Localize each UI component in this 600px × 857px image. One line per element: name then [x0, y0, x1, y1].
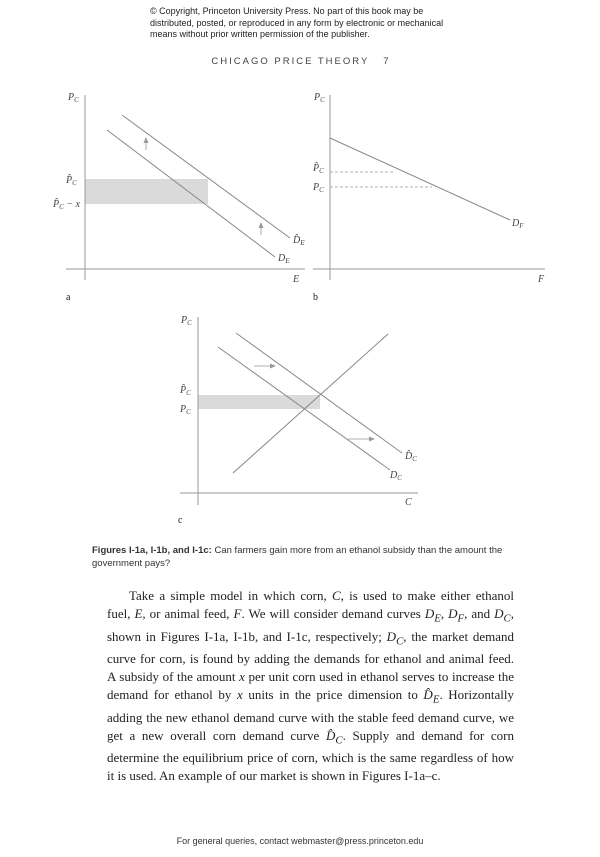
fig-c-price-label: $P_C$ — [180, 404, 191, 416]
fig-a-curve-original-label: $D_E$ — [278, 253, 290, 265]
fig-b-y-axis-label: $P_C$ — [314, 92, 325, 104]
fig-c-panel-label: c — [178, 515, 183, 526]
fig-a-panel-label: a — [66, 292, 71, 303]
fig-c-curve-shifted-label: $D̂_C$ — [405, 451, 417, 463]
body-text — [107, 587, 514, 785]
copyright-line: © Copyright, Princeton University Press. No part of this book may be — [150, 6, 424, 16]
fig-a-price-hat-label: $P̂_C$ — [66, 175, 77, 187]
footer-contact: For general queries, contact webmaster@press.princeton.edu — [176, 836, 424, 846]
figure-caption — [92, 544, 512, 570]
fig-a-x-axis-label: E — [293, 274, 300, 285]
copyright-line: means without prior written permission of the publisher. — [150, 29, 370, 39]
fig-c-price-hat-label: $P̂_C$ — [180, 385, 191, 397]
fig-b-panel-label: b — [313, 292, 318, 303]
fig-a-arrowhead-icon — [144, 137, 149, 143]
body-paragraph: Take a simple model in which corn, C, is used to make either ethanol fuel, E, or animal feed, F. We will consider demand curves $D_E$, $D_F$, and $D_C$, shown in Figures I-1a, I-1b, and I-1c, respectively; $D_C$, the market demand curve for corn, is found by adding the demands for ethanol and animal feed. A subsidy of the amount x per unit corn used in ethanol serves to increase the demand for ethanol by x units in the price dimension to $D̂_E$. Horizontally adding the new ethanol demand curve with the stable feed demand curve, we get a new overall corn demand curve $D̂_C$. Supply and demand for corn determine the equilibrium price of corn, which is the same regardless of how it is used. An example of our market is shown in Figures I-1a–c. — [107, 588, 515, 784]
fig-b-curve-label: $D_F$ — [512, 218, 524, 230]
fig-c-x-axis-label: C — [405, 497, 412, 508]
fig-b-x-axis-label: F — [538, 274, 545, 285]
fig-c-curve-original-label: $D_C$ — [390, 470, 402, 482]
figure-b — [312, 92, 545, 303]
fig-a-price-minus-x-label: $P̂_C - x$ — [53, 199, 80, 211]
page-number: 7 — [383, 56, 389, 67]
fig-b-demand-curve — [330, 138, 510, 220]
fig-c-arrowhead-icon — [270, 364, 276, 369]
fig-a-curve-shifted-label: $D̂_E$ — [293, 235, 305, 247]
figure-a — [52, 92, 305, 303]
caption-label: Figures I-1a, I-1b, and I-1c: — [92, 545, 212, 556]
running-head-title: CHICAGO PRICE THEORY — [211, 56, 370, 67]
fig-a-arrowhead-icon — [259, 222, 264, 228]
fig-c-y-axis-label: $P_C$ — [181, 315, 192, 327]
fig-c-arrowhead-icon — [369, 437, 375, 442]
fig-a-curve-shifted — [122, 115, 290, 238]
fig-a-y-axis-label: $P_C$ — [68, 92, 79, 104]
fig-b-price-label: $P_C$ — [313, 182, 324, 194]
figure-c — [178, 315, 418, 526]
fig-c-curve-shifted — [236, 333, 402, 453]
caption-text: Can farmers gain more from an ethanol subsidy than the amount the government pays? — [92, 545, 503, 569]
fig-a-shaded-area — [85, 179, 208, 204]
fig-b-price-hat-label: $P̂_C$ — [313, 163, 324, 175]
copyright-line: distributed, posted, or reproduced in any form by electronic or mechanical — [150, 17, 444, 28]
